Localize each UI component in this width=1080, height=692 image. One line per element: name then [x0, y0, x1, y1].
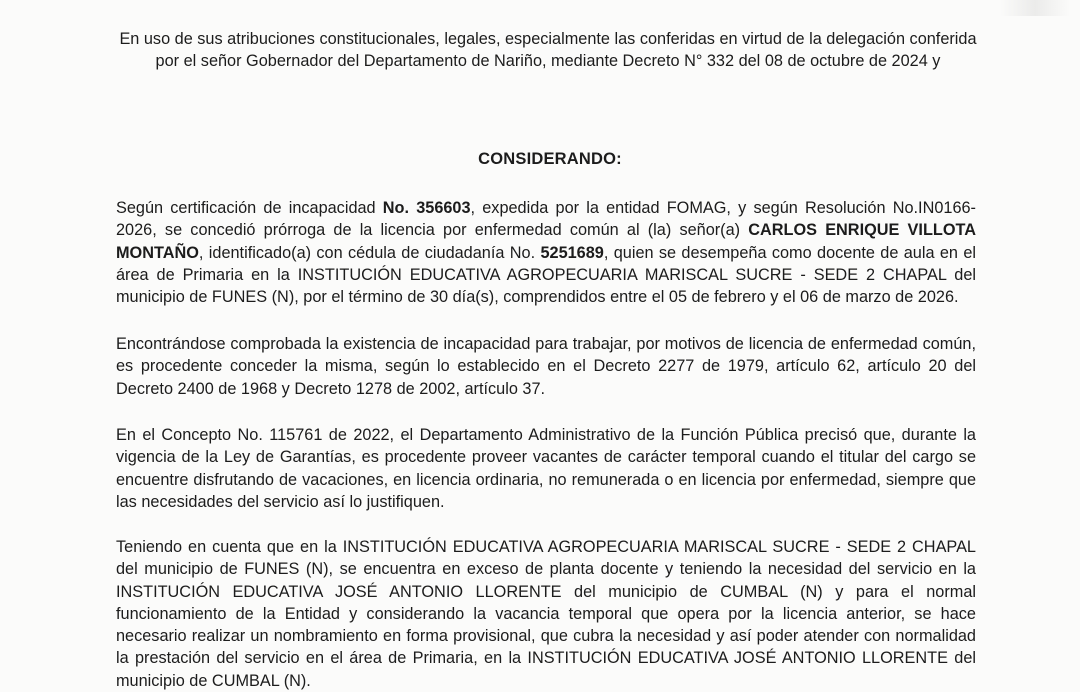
p4-text-1: Teniendo en cuenta que en la INSTITUCIÓN EDUCATIVA AGROPECUARIA MARISCAL SUCRE - SEDE 2 CHAPAL del municipio de FUNES (N), se encuentra en exceso de planta docente y teniendo la necesidad del servicio en la INSTITUCIÓN EDUCATIVA JOSÉ ANTONIO LLORENTE del municipio de CUMBAL (N) y para el normal funcionamiento de la Entidad y considerando la vacancia temporal que opera por la licencia anterior, se hace necesario realizar un nombramiento en forma provisional, que cubra la necesidad y así poder atender con normalidad la prestación del servicio en el área de Primaria, en la INSTITUCIÓN EDUCATIVA JOSÉ ANTONIO LLORENTE del municipio de CUMBAL (N). — [116, 538, 976, 690]
intro-paragraph: En uso de sus atribuciones constitucionales, legales, especialmente las conferidas en virtud de la delegación conferida por el señor Gobernador del Departamento de Nariño, mediante Decreto N° 332 del 08 de octubre de 2024 y — [119, 30, 977, 70]
paragraph-legal-basis: Encontrándose comprobada la existencia de incapacidad para trabajar, por motivos de licencia de enfermedad común, es procedente conceder la misma, según lo establecido en el Decreto 2277 de 1979, artículo 62, artículo 20 del Decreto 2400 de 1968 y Decreto 1278 de 2002, artículo 37. — [116, 335, 976, 398]
p1-text-3: , identificado(a) con cédula de ciudadanía No. — [198, 243, 541, 262]
id-number: 5251689 — [540, 243, 604, 262]
certificate-number: No. 356603 — [382, 199, 471, 217]
p1-text-4: , quien se desempeña como docente de aula en el área de Primaria en la INSTITUCIÓN EDUCATIVA AGROPECUARIA MARISCAL SUCRE - SEDE 2 CHAPAL del municipio de FUNES (N), por el término de 30 día(s), comprendidos entre el 05 de febrero y el 06 de marzo de 2026. — [116, 243, 977, 307]
scan-artifact — [1000, 0, 1070, 16]
teacher-name: CARLOS ENRIQUE VILLOTA MONTAÑO — [116, 221, 976, 262]
p1-text-2: , expedida por la entidad FOMAG, y según Resolución No.IN0166-2026, se concedió prórroga de la licencia por enfermedad común al (la) señor(a) — [116, 199, 976, 240]
paragraph-incapacity — [116, 197, 976, 308]
p1-text-1: Según certificación de incapacidad — [116, 199, 383, 217]
paragraph-concept: En el Concepto No. 115761 de 2022, el Departamento Administrativo de la Función Pública precisó que, durante la vigencia de la Ley de Garantías, es procedente proveer vacantes de carácter temporal cuando el titular del cargo se encuentre disfrutando de vacaciones, en licencia ordinaria, no remunerada o en licencia por enfermedad, siempre que las necesidades del servicio así lo justifiquen. — [116, 426, 976, 511]
section-heading: CONSIDERANDO: — [478, 150, 622, 168]
paragraph-provisional-appointment — [116, 536, 976, 692]
